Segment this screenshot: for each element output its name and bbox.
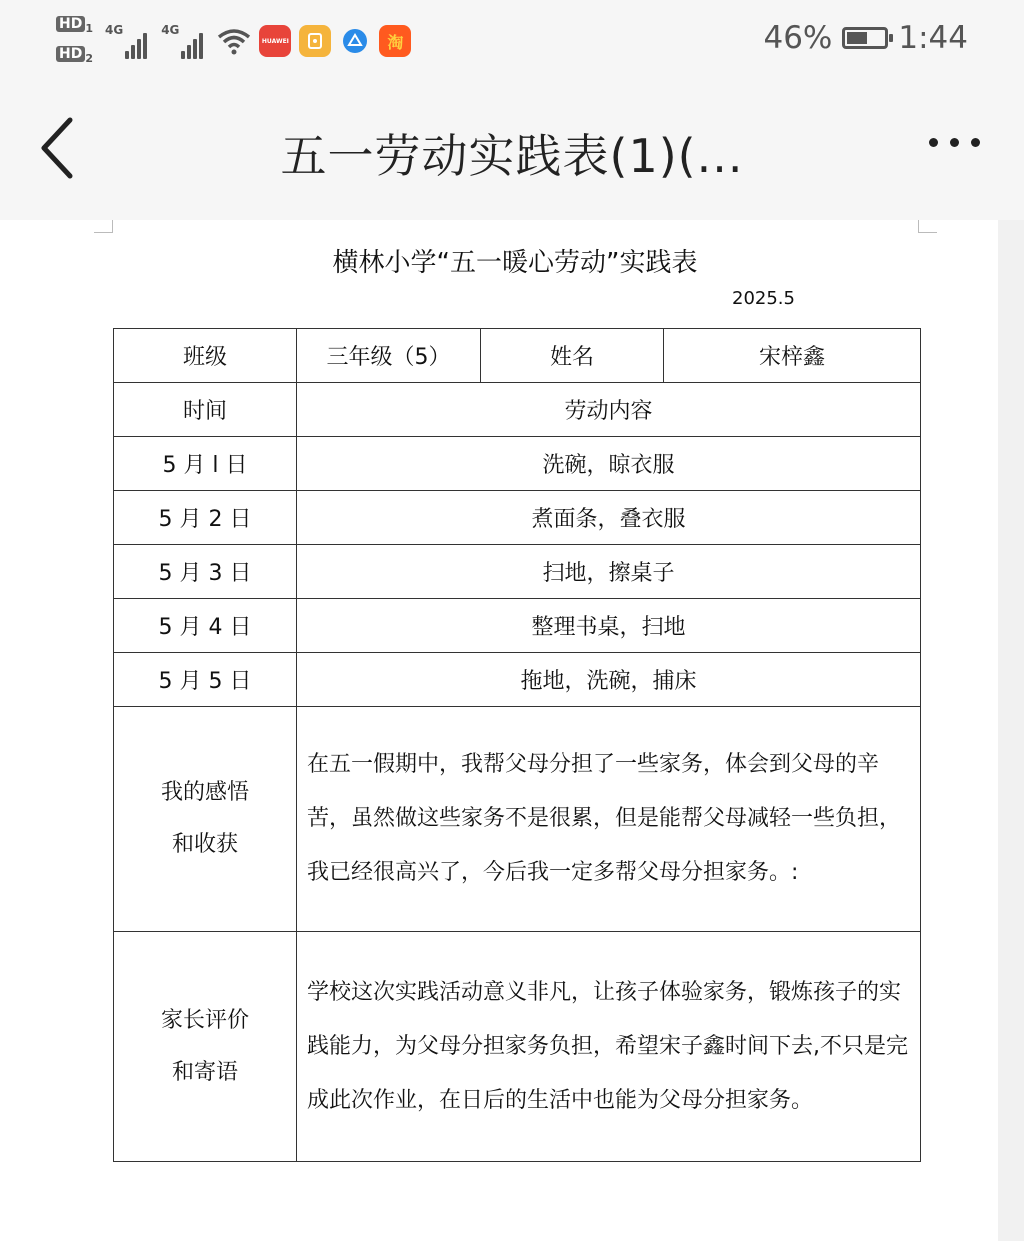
class-label: 班级 — [114, 329, 297, 383]
table-row — [114, 491, 921, 545]
status-bar — [0, 0, 1024, 80]
page-title: 五一劳动实践表(1)(... — [280, 129, 744, 183]
table-row — [114, 599, 921, 653]
title-bar — [0, 80, 1024, 220]
battery-icon — [842, 27, 888, 49]
wifi-icon — [217, 27, 251, 55]
row-task: 整理书桌，扫地 — [297, 599, 921, 653]
document-title: 横林小学“五一暖心劳动”实践表 — [332, 248, 698, 278]
reflection-text: 在五一假期中，我帮父母分担了一些家务，体会到父母的辛苦，虽然做这些家务不是很累，但是能帮父母减轻一些负担，我已经很高兴了，今后我一定多帮父母分担家务。: — [297, 707, 921, 932]
table-row — [114, 329, 921, 383]
row-date: 5 月 4 日 — [114, 599, 297, 653]
parent-comment-label: 家长评价 和寄语 — [114, 932, 297, 1162]
row-date: 5 月 3 日 — [114, 545, 297, 599]
table-row — [114, 383, 921, 437]
table-row — [114, 437, 921, 491]
more-options-button[interactable] — [929, 138, 980, 147]
time-header: 时间 — [114, 383, 297, 437]
yellow-app-icon — [299, 25, 331, 57]
table-row — [114, 545, 921, 599]
page-corner-mark — [94, 220, 113, 233]
taobao-app-icon: 淘 — [379, 25, 411, 57]
name-label: 姓名 — [481, 329, 664, 383]
row-task: 洗碗，晾衣服 — [297, 437, 921, 491]
battery-percent: 46% — [763, 20, 833, 56]
class-value: 三年级（5） — [297, 329, 481, 383]
document-page — [0, 220, 998, 1241]
signal1-icon: 4G — [105, 23, 149, 59]
table-row — [114, 653, 921, 707]
clock: 1:44 — [898, 20, 968, 56]
reflection-label: 我的感悟 和收获 — [114, 707, 297, 932]
signal2-icon: 4G — [161, 23, 205, 59]
page-corner-mark — [918, 220, 937, 233]
parent-comment-text: 学校这次实践活动意义非凡，让孩子体验家务，锻炼孩子的实践能力，为父母分担家务负担，希望宋子鑫时间下去,不只是完成此次作业，在日后的生活中也能为父母分担家务。 — [297, 932, 921, 1162]
document-date: 2025.5 — [732, 288, 795, 309]
more-dot-icon — [929, 138, 938, 147]
row-date: 5 月 2 日 — [114, 491, 297, 545]
scrollbar-track[interactable] — [998, 220, 1024, 1241]
sim2-indicator: HD $_2$ — [56, 44, 93, 68]
row-date: 5 月 l 日 — [114, 437, 297, 491]
table-row — [114, 707, 921, 932]
huawei-app-icon: HUAWEI — [259, 25, 291, 57]
table-row — [114, 932, 921, 1162]
content-header: 劳动内容 — [297, 383, 921, 437]
name-value: 宋梓鑫 — [664, 329, 921, 383]
row-task: 扫地，擦桌子 — [297, 545, 921, 599]
row-date: 5 月 5 日 — [114, 653, 297, 707]
practice-table — [113, 328, 921, 1162]
row-task: 煮面条，叠衣服 — [297, 491, 921, 545]
row-task: 拖地，洗碗，捕床 — [297, 653, 921, 707]
blue-app-icon — [339, 25, 371, 57]
sim1-indicator: HD $_1$ — [56, 14, 93, 38]
more-dot-icon — [950, 138, 959, 147]
more-dot-icon — [971, 138, 980, 147]
